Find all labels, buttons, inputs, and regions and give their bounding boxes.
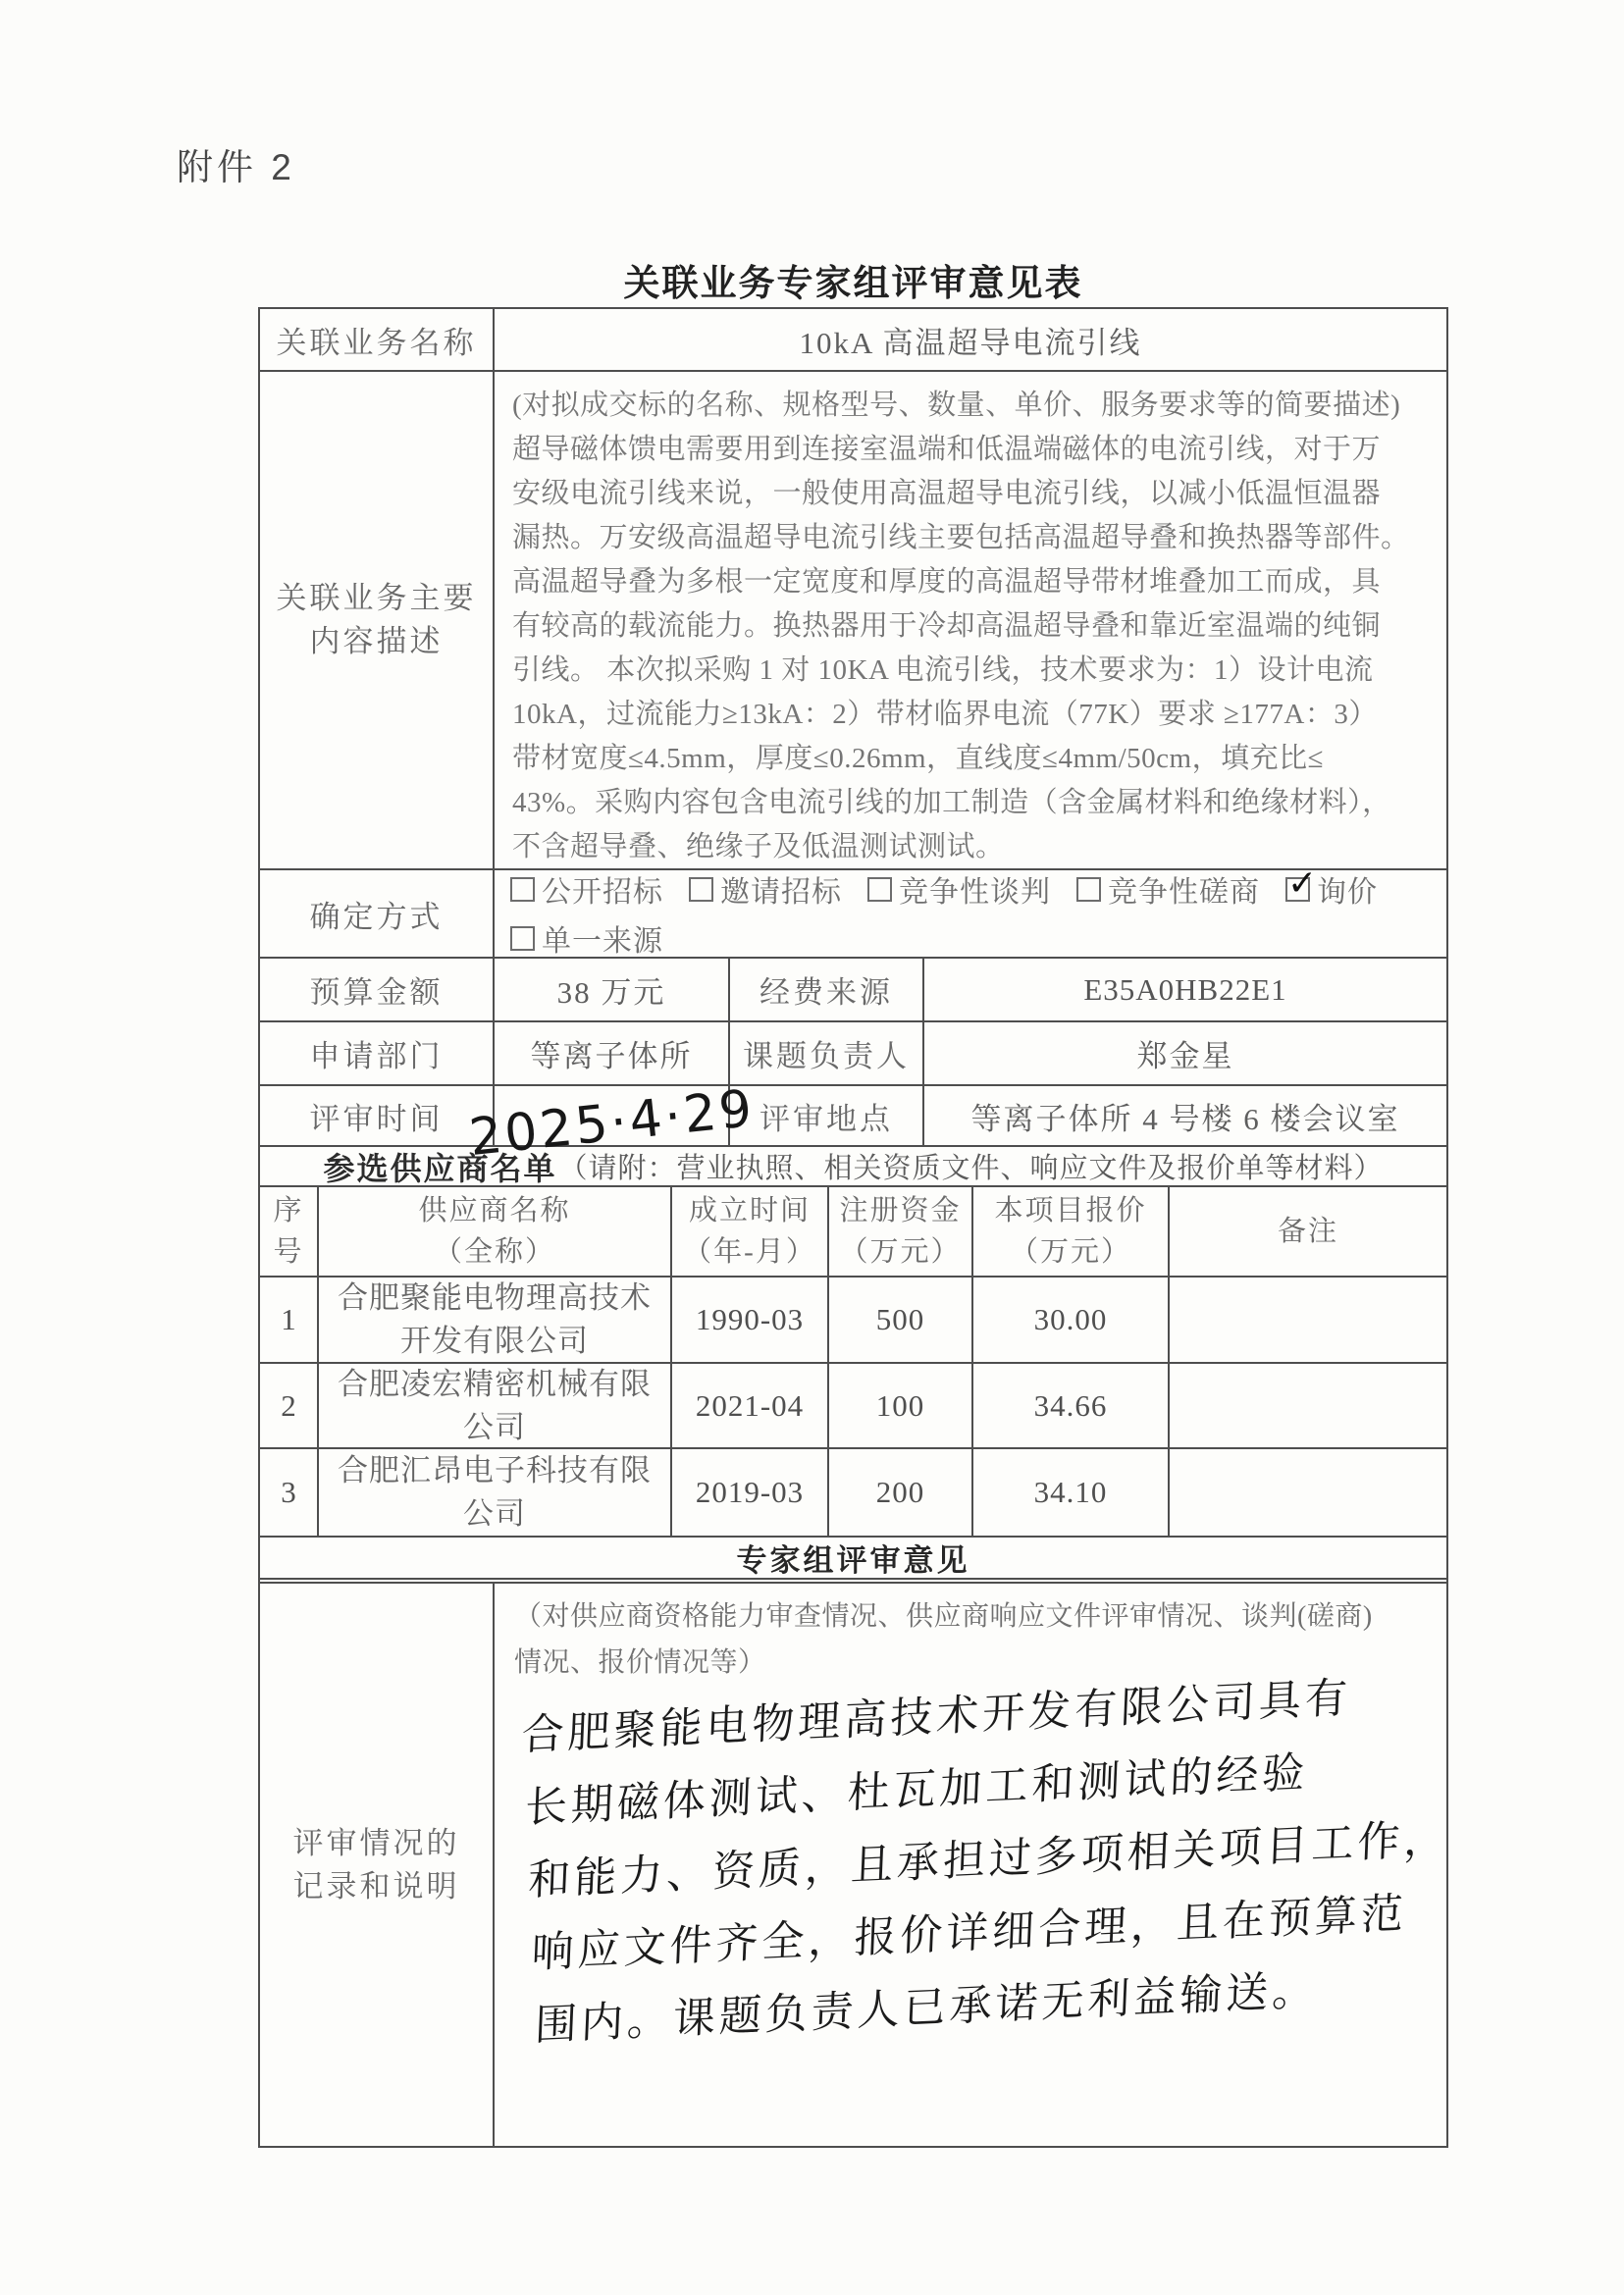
business-name-label: 关联业务名称 [260,309,495,370]
row-business-name [260,309,1446,372]
supplier-price: 34.66 [973,1364,1170,1447]
col-header-capital: 注册资金 （万元） [829,1187,973,1276]
description-line: 引线。 本次拟采购 1 对 10KA 电流引线，技术要求为：1）设计电流 [512,654,1374,686]
row-description [260,372,1446,870]
supplier-capital: 100 [829,1364,973,1447]
description-label: 关联业务主要 内容描述 [260,372,495,868]
attachment-label: 附件 2 [177,147,295,187]
checkbox-checked-icon: ✓ [1287,862,1318,904]
checkbox-unchecked-icon [689,877,713,902]
description-line: 高温超导叠为多根一定宽度和厚度的高温超导带材堆叠加工而成，具 [512,566,1382,598]
method-options-line2 [510,916,663,960]
supplier-no: 2 [260,1364,319,1447]
supplier-no: 3 [260,1449,319,1536]
supplier-row [260,1278,1446,1364]
leader-label: 课题负责人 [730,1022,924,1084]
checkbox-unchecked-icon [867,877,892,902]
supplier-founded: 2021-04 [672,1364,829,1447]
funding-label: 经费来源 [730,959,924,1020]
opinion-header: 专家组评审意见 [736,1543,970,1578]
handwritten-date: 2025·4·29 [466,1078,759,1169]
opinion-intro-line: （对供应商资格能力审查情况、供应商响应文件评审情况、谈判(磋商) [514,1601,1373,1632]
supplier-row [260,1364,1446,1449]
opinion-content [495,1584,1460,2146]
handwritten-line: 长期磁体测试、杜瓦加工和测试的经验 [523,1747,1310,1833]
supplier-row [260,1449,1446,1538]
checkbox-unchecked-icon [510,926,535,951]
suppliers-title-note: （请附：营业执照、相关资质文件、响应文件及报价单等材料） [558,1153,1384,1184]
row-suppliers-title [260,1147,1446,1187]
handwritten-opinion [520,1657,1458,2061]
handwritten-line: 响应文件齐全，报价详细合理，且在预算范 [530,1889,1408,1978]
col-header-price: 本项目报价 （万元） [973,1187,1170,1276]
handwritten-line: 和能力、资质，且承担过多项相关项目工作， [527,1814,1451,1905]
checkbox-option-open-tender: 公开招标 [510,867,663,911]
handwritten-line: 围内。课题负责人已承诺无利益输送。 [534,1965,1320,2051]
opinion-label: 评审情况的 记录和说明 [260,1584,495,2146]
checkbox-unchecked-icon [510,877,535,902]
review-time-label: 评审时间 [260,1086,495,1145]
budget-label: 预算金额 [260,959,495,1020]
budget-value: 38 万元 [495,959,730,1020]
suppliers-section-title [260,1147,1446,1185]
supplier-remark [1170,1278,1446,1362]
row-opinion-header [260,1538,1446,1584]
review-place-value: 等离子体所 4 号楼 6 楼会议室 [970,1101,1400,1136]
row-method [260,862,1446,959]
supplier-capital: 500 [829,1278,973,1362]
supplier-remark [1170,1449,1446,1536]
supplier-price: 34.10 [973,1449,1170,1536]
description-line: 安级电流引线来说，一般使用高温超导电流引线，以减小低温恒温器 [512,478,1382,509]
description-line: 漏热。万安级高温超导电流引线主要包括高温超导叠和换热器等部件。 [512,522,1410,553]
review-form-table [258,307,1451,2148]
row-opinion-body [260,1584,1451,2146]
business-name-value: 10kA 高温超导电流引线 [799,325,1142,360]
description-line: 带材宽度≤4.5mm，厚度≤0.26mm，直线度≤4mm/50cm，填充比≤ [512,743,1324,774]
description-text [495,372,1446,868]
checkbox-option-inquiry: ✓ 询价 [1287,862,1378,909]
description-line: (对拟成交标的名称、规格型号、数量、单价、服务要求等的简要描述) [512,390,1401,421]
supplier-remark [1170,1364,1446,1447]
supplier-name: 合肥聚能电物理高技术 开发有限公司 [319,1278,672,1362]
opinion-intro-line: 情况、报价情况等） [514,1647,766,1678]
suppliers-title-bold: 参选供应商名单 [323,1150,557,1186]
department-value: 等离子体所 [495,1022,730,1084]
department-label: 申请部门 [260,1022,495,1084]
review-place-label: 评审地点 [730,1086,924,1145]
method-label: 确定方式 [260,870,495,957]
handwritten-line: 合肥聚能电物理高技术开发有限公司具有 [520,1673,1352,1761]
row-budget [260,959,1446,1022]
checkbox-option-competitive-consultation: 竞争性磋商 [1076,867,1260,911]
checkbox-option-invited-tender: 邀请招标 [689,867,842,911]
description-line: 超导磁体馈电需要用到连接室温端和低温端磁体的电流引线，对于万 [512,434,1382,465]
col-header-no: 序 号 [260,1187,319,1276]
checkbox-option-single-source: 单一来源 [510,916,663,960]
row-department [260,1022,1446,1086]
checkbox-unchecked-icon [1076,877,1101,902]
description-line: 不含超导叠、绝缘子及低温测试测试。 [512,831,1005,862]
row-supplier-header [260,1187,1446,1278]
description-line: 有较高的载流能力。换热器用于冷却高温超导叠和靠近室温端的纯铜 [512,610,1382,642]
checkbox-option-competitive-negotiation: 竞争性谈判 [867,867,1051,911]
method-options-line1 [510,862,1378,911]
method-options [495,862,1446,958]
col-header-name: 供应商名称 （全称） [319,1187,672,1276]
supplier-no: 1 [260,1278,319,1362]
col-header-remark: 备注 [1277,1216,1338,1247]
supplier-capital: 200 [829,1449,973,1536]
supplier-name: 合肥凌宏精密机械有限 公司 [319,1364,672,1447]
review-time-value [466,1078,759,1169]
supplier-founded: 1990-03 [672,1278,829,1362]
page-title: 关联业务专家组评审意见表 [623,264,1083,304]
funding-value: E35A0HB22E1 [1083,971,1287,1007]
description-line: 10kA，过流能力≥13kA：2）带材临界电流（77K）要求 ≥177A：3） [512,699,1378,730]
supplier-founded: 2019-03 [672,1449,829,1536]
description-line: 43%。采购内容包含电流引线的加工制造（含金属材料和绝缘材料）， [512,787,1391,818]
supplier-name: 合肥汇昂电子科技有限 公司 [319,1449,672,1536]
supplier-price: 30.00 [973,1278,1170,1362]
col-header-founded: 成立时间 （年-月） [672,1187,829,1276]
leader-value: 郑金星 [1136,1039,1234,1073]
